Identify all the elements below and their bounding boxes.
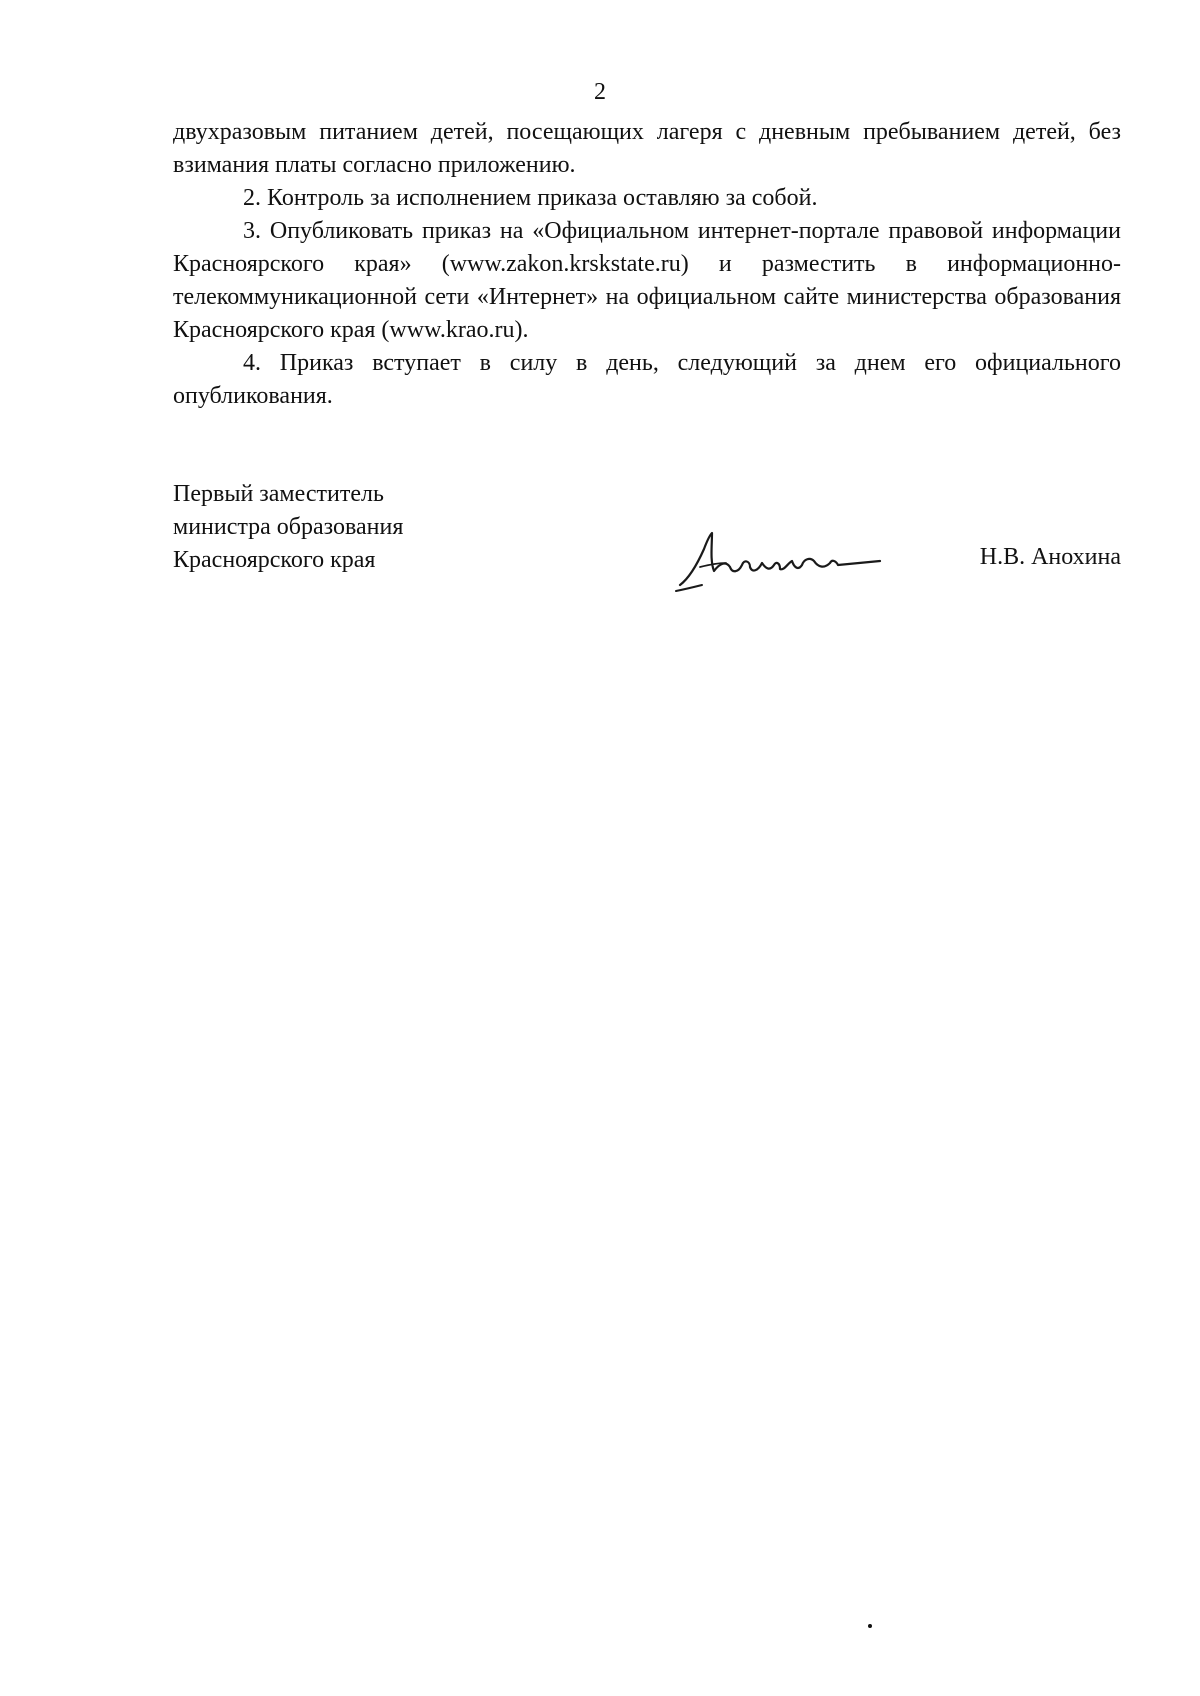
paragraph-item-2: 2. Контроль за исполнением приказа оставляю за собой. xyxy=(243,185,818,211)
document-body xyxy=(173,116,1121,413)
signatory-name: Н.В. Анохина xyxy=(979,544,1121,570)
signatory-position-line: Первый заместитель xyxy=(173,481,384,507)
signatory-position-line: министра образования xyxy=(173,514,404,540)
scan-speck xyxy=(868,1624,872,1628)
signatory-position-line: Красноярского края xyxy=(173,547,376,573)
handwritten-signature xyxy=(674,527,884,597)
page-number: 2 xyxy=(594,79,606,105)
paragraph-continuation: двухразовым питанием детей, посещающих лагеря с дневным пребыванием детей, без взимания платы согласно приложению. xyxy=(173,119,1121,178)
paragraph-item-3: 3. Опубликовать приказ на «Официальном интернет-портале правовой информации Красноярского края» (www.zakon.krskstate.ru) и разместить в информационно-телекоммуникационной сети «Интернет» на официальном сайте министерства образования Красноярского края (www.krao.ru). xyxy=(173,218,1121,343)
paragraph-item-4: 4. Приказ вступает в силу в день, следующий за днем его официального опубликования. xyxy=(173,350,1121,409)
signatory-position xyxy=(173,478,403,577)
